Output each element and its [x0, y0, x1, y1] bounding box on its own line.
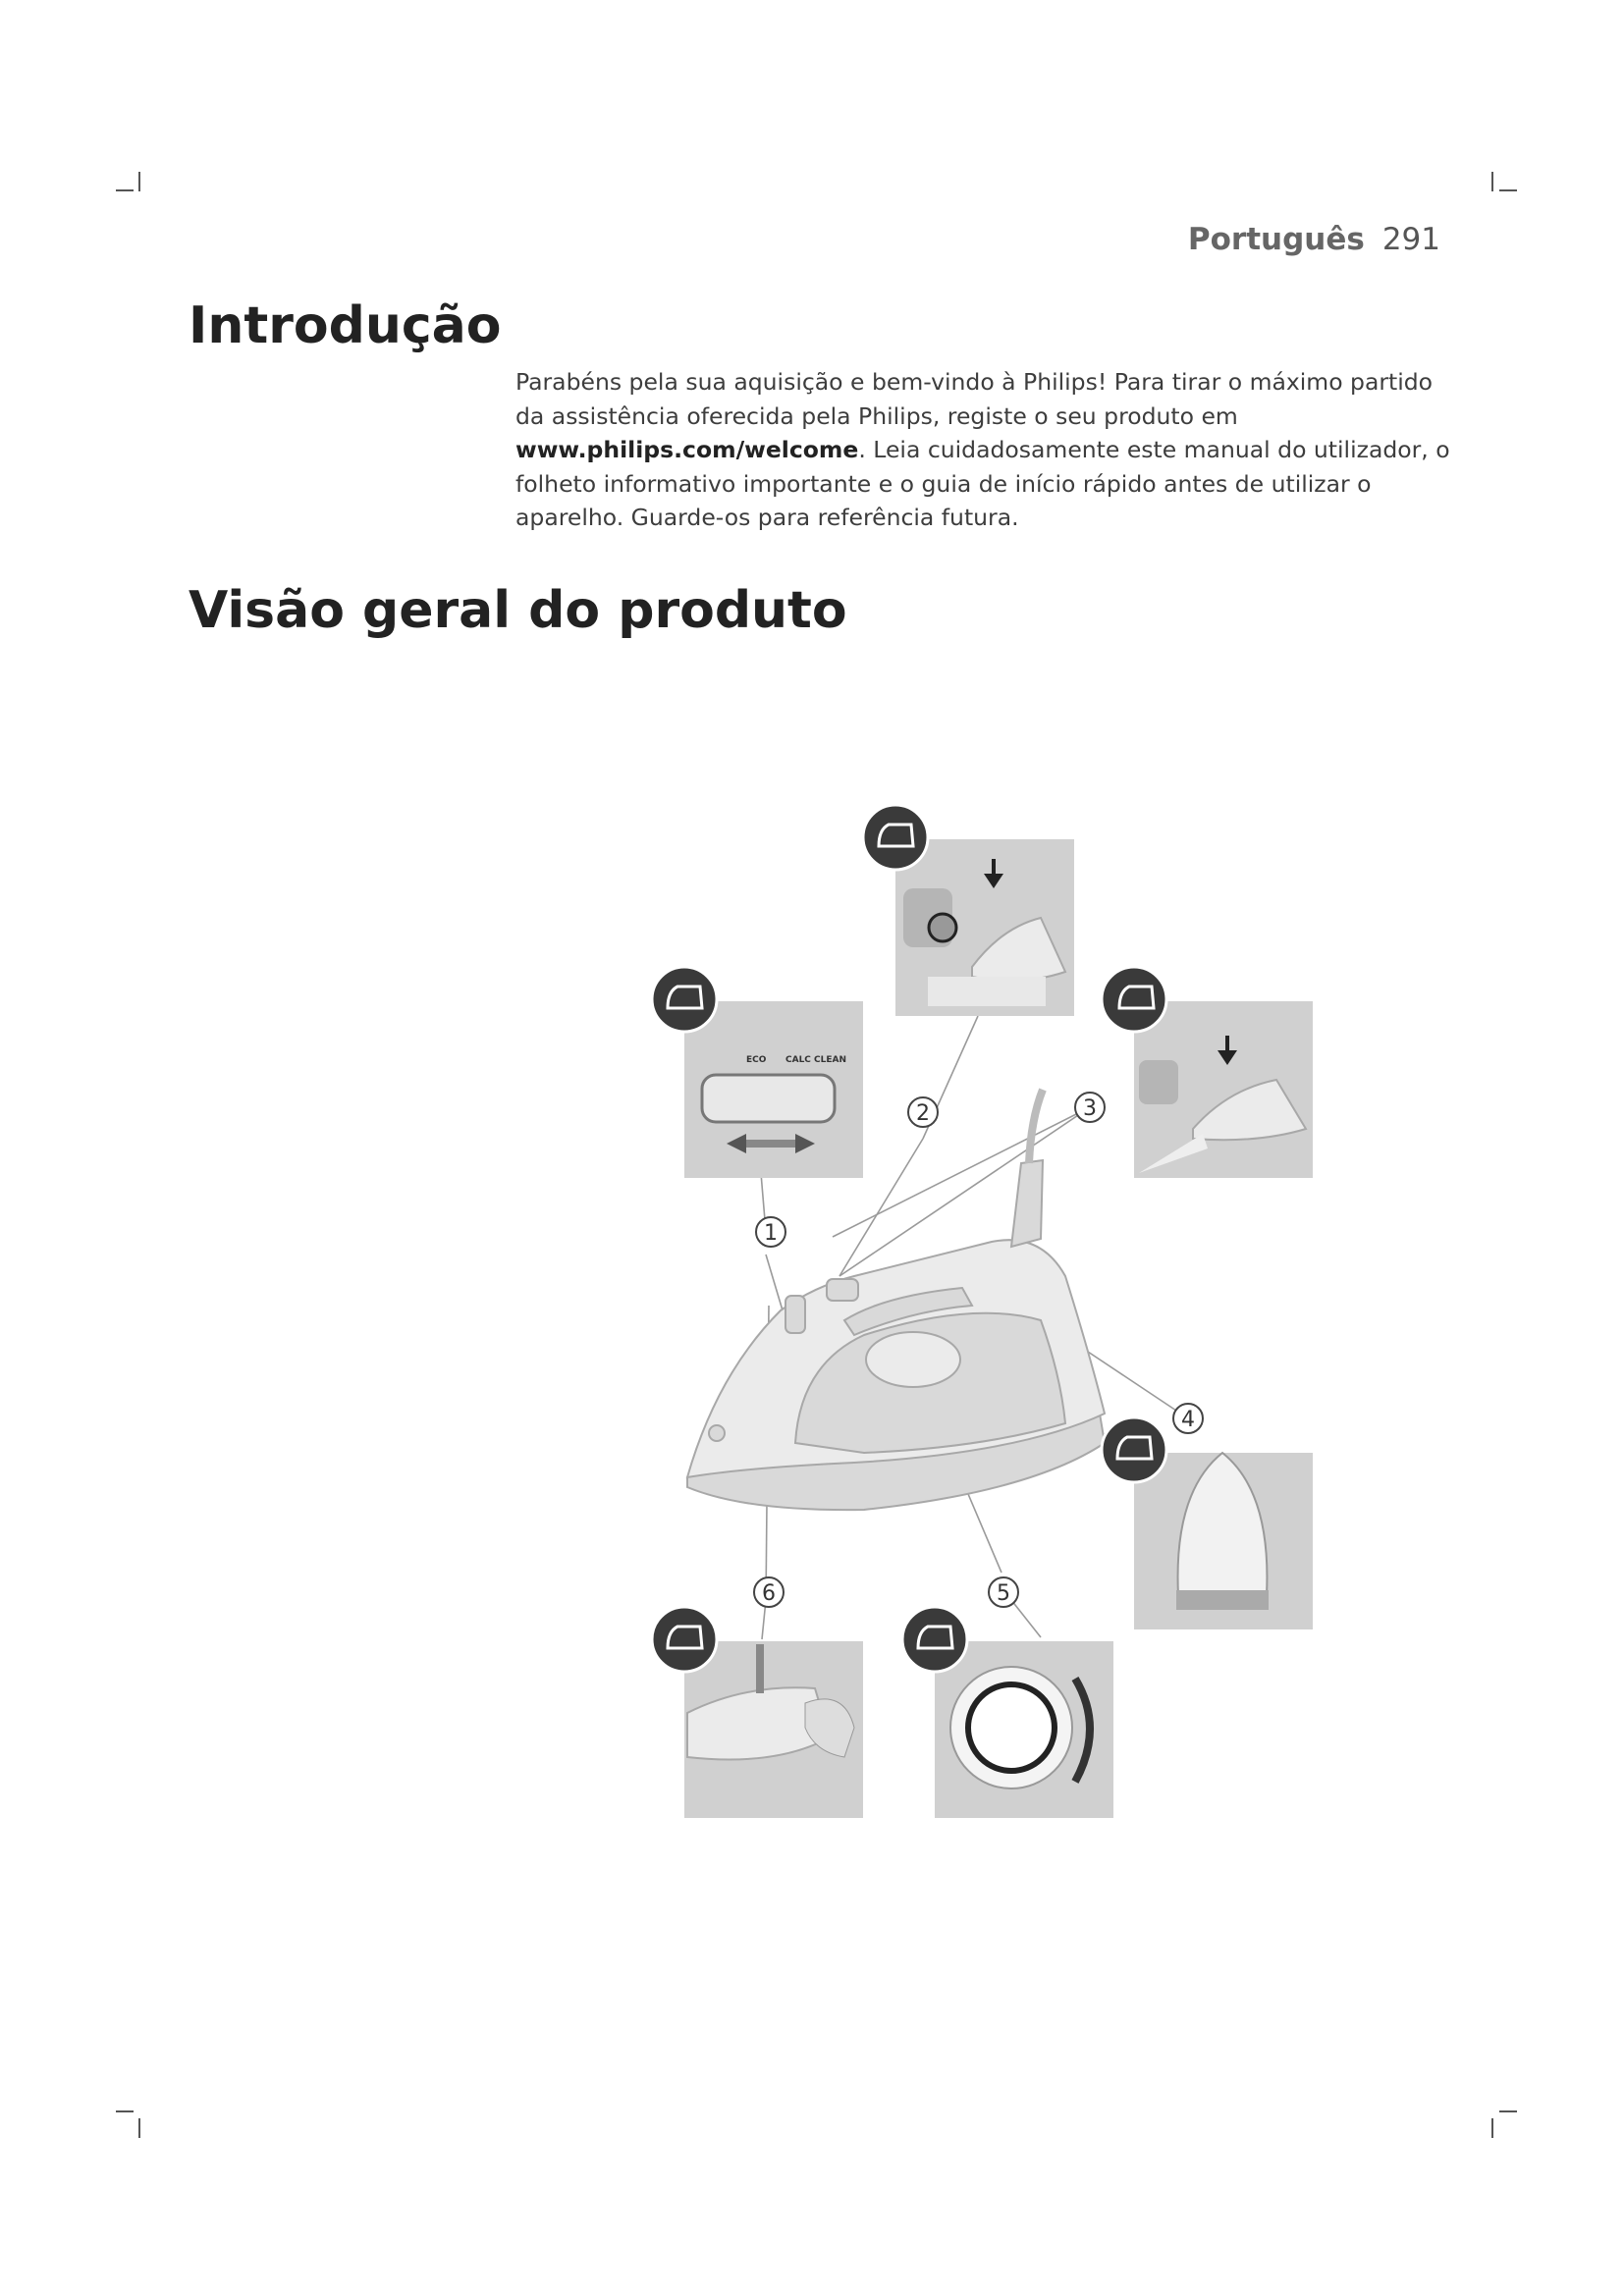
panel-5-temperature-dial [935, 1641, 1113, 1818]
temperature-icon [902, 1607, 967, 1672]
panel-2-steam-boost [895, 839, 1074, 1016]
svg-text:2: 2 [916, 1101, 930, 1126]
panel-6-water-filling [684, 1641, 863, 1818]
svg-text:3: 3 [1083, 1096, 1097, 1121]
panel-3-spray [1134, 1001, 1313, 1178]
overview-heading: Visão geral do produto [189, 581, 847, 640]
variable-steam-icon [652, 967, 717, 1032]
header-language: Português [1187, 222, 1365, 257]
callout-4 [1173, 1404, 1203, 1433]
soleplate-icon [1102, 1417, 1166, 1482]
callout-5 [989, 1577, 1018, 1607]
svg-text:1: 1 [764, 1221, 778, 1246]
panel-4-soleplate [1134, 1453, 1313, 1629]
panel-1-eco-label: ECO [746, 1055, 767, 1065]
callout-6 [754, 1577, 784, 1607]
callout-1 [756, 1217, 785, 1247]
intro-heading: Introdução [189, 296, 502, 355]
welcome-link[interactable]: www.philips.com/welcome [515, 436, 859, 464]
callout-2 [908, 1097, 938, 1127]
callout-3 [1075, 1093, 1105, 1122]
svg-text:5: 5 [997, 1581, 1010, 1606]
intro-text-2: . Leia cuidadosamente este manual do utilizador, o folheto informativo importante e o guia de início rápido antes de utilizar o aparelho. Guarde-os para referência futura. [515, 436, 1450, 532]
panel-1-calc-clean-label: CALC CLEAN [785, 1055, 847, 1065]
spray-icon [1102, 967, 1166, 1032]
panel-1-steam-slider [684, 1001, 863, 1178]
intro-text-1: Parabéns pela sua aquisição e bem-vindo à Philips! Para tirar o máximo partido da assistência oferecida pela Philips, registe o seu produto em [515, 368, 1434, 430]
steam-icon [863, 805, 928, 870]
filling-icon [652, 1607, 717, 1672]
svg-text:4: 4 [1181, 1408, 1195, 1432]
svg-text:6: 6 [762, 1581, 776, 1606]
page-number: 291 [1381, 222, 1440, 257]
